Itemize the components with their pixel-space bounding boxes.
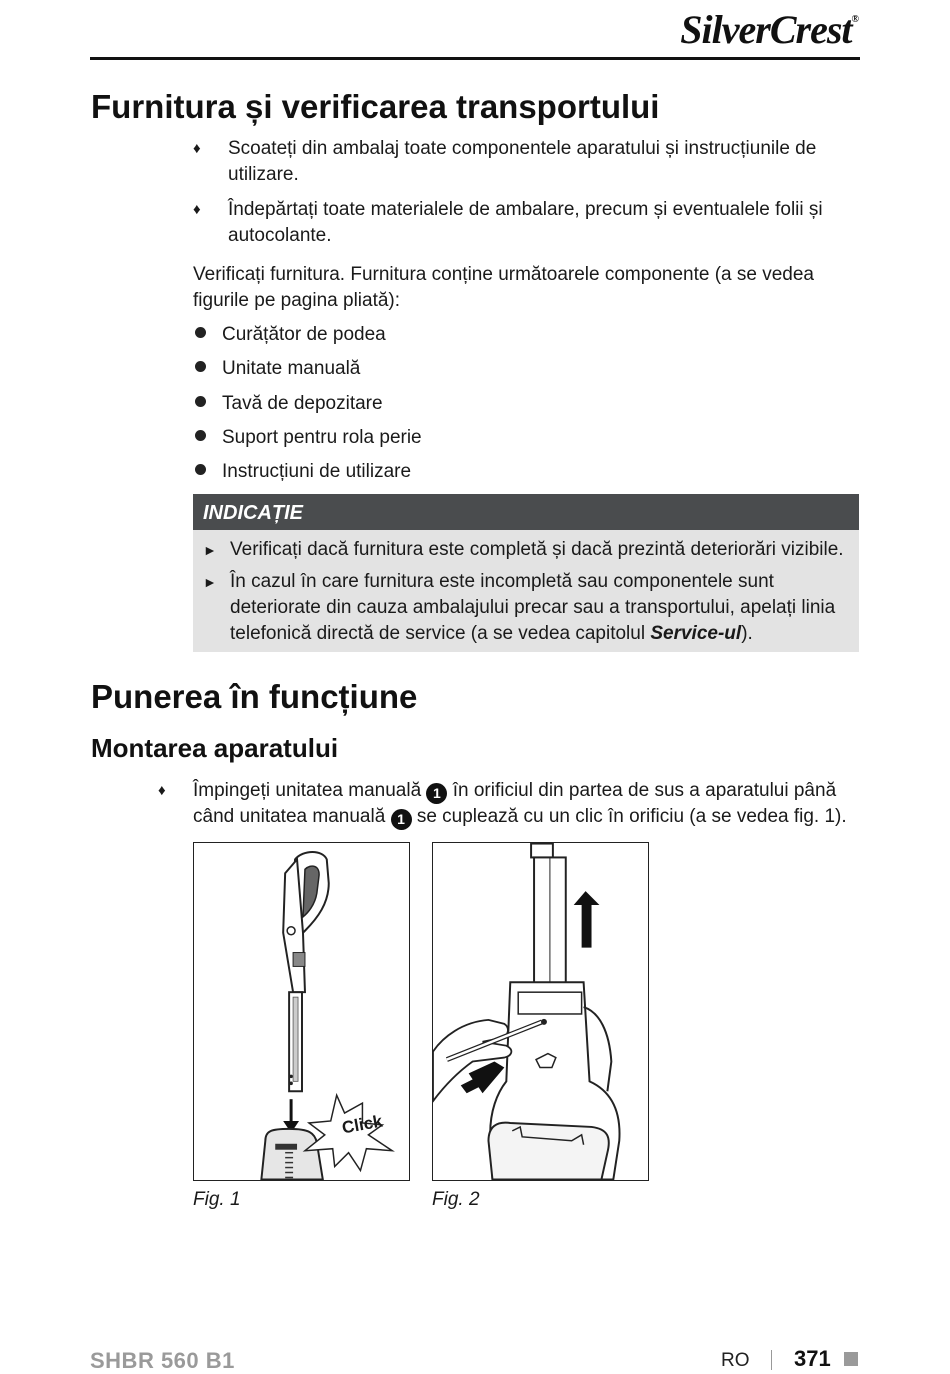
list-item: Curățător de podea bbox=[193, 322, 386, 348]
figure-2 bbox=[432, 842, 649, 1181]
page-marker-icon bbox=[844, 1352, 858, 1366]
figure-1-caption: Fig. 1 bbox=[193, 1189, 241, 1210]
brand-logo: SilverCrest® bbox=[680, 7, 858, 52]
list-item: Instrucțiuni de utilizare bbox=[193, 459, 411, 485]
footer-divider bbox=[771, 1350, 772, 1370]
list-item: Tavă de depozitare bbox=[193, 391, 383, 417]
click-label: Click bbox=[340, 1111, 384, 1138]
bullet-dot-icon bbox=[195, 396, 206, 407]
subsection-title-assembly: Montarea aparatului bbox=[91, 733, 339, 763]
bullet-dot-icon bbox=[195, 430, 206, 441]
step-item: ♦ Împingeți unitatea manuală 1 în orificiul din partea de sus a aparatului până când unitatea manuală 1 se cuplează cu un clic în orificiu (a se vedea fig. 1). bbox=[158, 778, 858, 830]
note-item: ► Verificați dacă furnitura este completă și dacă prezintă deteriorări vizibile. bbox=[203, 537, 853, 563]
footer-language: RO bbox=[721, 1350, 750, 1371]
diamond-bullet-icon: ♦ bbox=[193, 201, 201, 218]
note-heading: INDICAȚIE bbox=[193, 494, 859, 530]
bullet-dot-icon bbox=[195, 327, 206, 338]
page-number: 371 bbox=[794, 1346, 831, 1371]
figure-2-illustration bbox=[433, 843, 648, 1180]
figure-2-caption: Fig. 2 bbox=[432, 1189, 480, 1210]
header-rule bbox=[90, 57, 860, 60]
diamond-bullet-icon: ♦ bbox=[158, 782, 166, 799]
figure-1 bbox=[193, 842, 410, 1181]
section-title-delivery: Furnitura și verificarea transportului bbox=[91, 88, 660, 125]
step-item: ♦ Îndepărtați toate materialele de ambalare, precum și eventualele folii și autocolante. bbox=[193, 199, 823, 246]
bullet-dot-icon bbox=[195, 361, 206, 372]
note-box bbox=[193, 494, 859, 652]
bullet-dot-icon bbox=[195, 464, 206, 475]
section-title-commissioning: Punerea în funcțiune bbox=[91, 678, 418, 715]
note-item: ► În cazul în care furnitura este incompletă sau componentele sunt deteriorate din cauza ambalajului precar sau a transportului, apelați linia telefonică directă de service (a se vedea capitolul Service-ul). bbox=[203, 571, 836, 644]
arrow-bullet-icon: ► bbox=[203, 542, 217, 558]
arrow-bullet-icon: ► bbox=[203, 574, 217, 590]
part-number-badge: 1 bbox=[426, 783, 447, 804]
step-item: ♦ Scoateți din ambalaj toate componentele aparatului și instrucțiunile de utilizare. bbox=[193, 138, 817, 185]
part-number-badge: 1 bbox=[391, 809, 412, 830]
components-intro: Verificați furnitura. Furnitura conține următoarele componente (a se vedea figurile pe pagina pliată): bbox=[193, 264, 814, 311]
diamond-bullet-icon: ♦ bbox=[193, 140, 201, 157]
chapter-reference: Service-ul bbox=[650, 623, 742, 644]
list-item: Unitate manuală bbox=[193, 356, 360, 382]
list-item: Suport pentru rola perie bbox=[193, 425, 422, 451]
footer-model: SHBR 560 B1 bbox=[90, 1348, 235, 1373]
